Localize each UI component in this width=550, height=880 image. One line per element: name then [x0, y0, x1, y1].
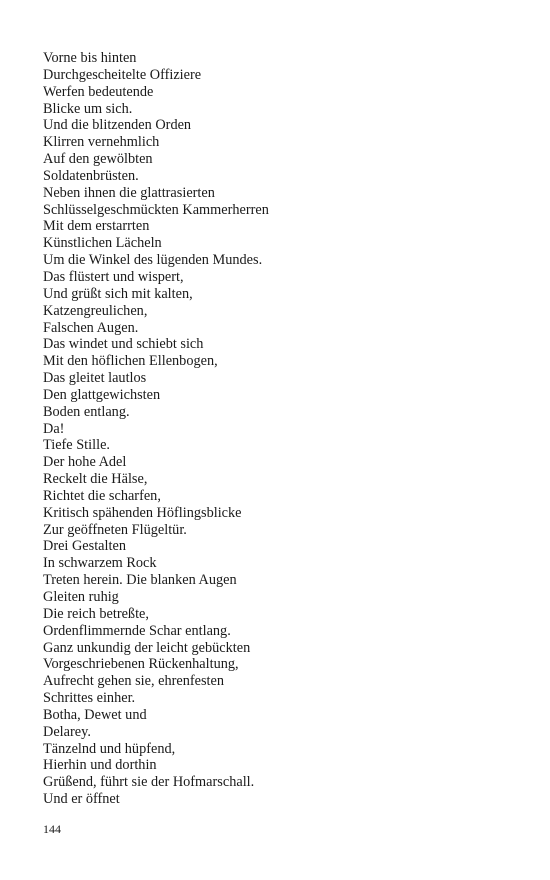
poem-line: Grüßend, führt sie der Hofmarschall. [43, 774, 255, 791]
poem-line: Das flüstert und wispert, [43, 268, 184, 285]
poem-line: Durchgescheitelte Offiziere [43, 66, 202, 83]
poem-line: Den glattgewichsten [43, 386, 161, 403]
poem-line: Vorne bis hinten [43, 50, 137, 66]
poem-line: Blicke um sich. [43, 100, 133, 117]
poem-line: Aufrecht gehen sie, ehrenfesten [43, 673, 225, 690]
poem-line: Delarey. [43, 723, 91, 740]
poem-line: Drei Gestalten [43, 538, 126, 555]
poem-line: Kritisch spähenden Höflingsblicke [43, 504, 242, 521]
poem-line: Da! [43, 420, 65, 437]
poem-line: Vorgeschriebenen Rückenhaltung, [43, 656, 239, 673]
poem-line: Der hohe Adel [43, 454, 127, 471]
poem-line: Tiefe Stille. [43, 437, 110, 454]
poem-line: Das windet und schiebt sich [43, 336, 204, 353]
poem-line: Die reich betreßte, [43, 605, 149, 622]
poem-line: Schrittes einher. [43, 690, 136, 707]
poem-line: Mit den höflichen Ellenbogen, [43, 353, 218, 370]
poem-line: Ganz unkundig der leicht gebückten [43, 639, 251, 656]
poem-line: Werfen bedeutende [43, 83, 154, 100]
poem-line: Tänzelnd und hüpfend, [43, 740, 176, 757]
page-number: 144 [43, 822, 61, 836]
poem-line: Künstlichen Lächeln [43, 235, 162, 252]
poem-line: Katzengreulichen, [43, 302, 148, 319]
poem-line: Mit dem erstarrten [43, 218, 150, 235]
poem-line: Auf den gewölbten [43, 151, 153, 168]
poem-text [43, 50, 269, 808]
poem-line: Um die Winkel des lügenden Mundes. [43, 252, 263, 269]
poem-line: Botha, Dewet und [43, 706, 147, 723]
poem-line: Treten herein. Die blanken Augen [43, 572, 237, 589]
poem-line: Falschen Augen. [43, 319, 139, 336]
poem-line: Neben ihnen die glattrasierten [43, 184, 215, 201]
poem-line: In schwarzem Rock [43, 555, 157, 572]
poem-line: Ordenflimmernde Schar entlang. [43, 622, 231, 639]
poem-line: Boden entlang. [43, 403, 130, 420]
poem-line: Und grüßt sich mit kalten, [43, 285, 193, 302]
poem-line: Und die blitzenden Orden [43, 117, 192, 134]
poem-line: Und er öffnet [43, 791, 120, 808]
poem-line: Reckelt die Hälse, [43, 471, 148, 488]
poem-line: Das gleitet lautlos [43, 370, 147, 387]
poem-line: Schlüsselgeschmückten Kammerherren [43, 201, 269, 218]
poem-line: Soldatenbrüsten. [43, 167, 139, 184]
poem-line: Gleiten ruhig [43, 589, 119, 605]
poem-line: Klirren vernehmlich [43, 134, 160, 151]
poem-line: Richtet die scharfen, [43, 487, 161, 504]
poem-line: Zur geöffneten Flügeltür. [43, 521, 187, 538]
poem-line: Hierhin und dorthin [43, 757, 157, 774]
